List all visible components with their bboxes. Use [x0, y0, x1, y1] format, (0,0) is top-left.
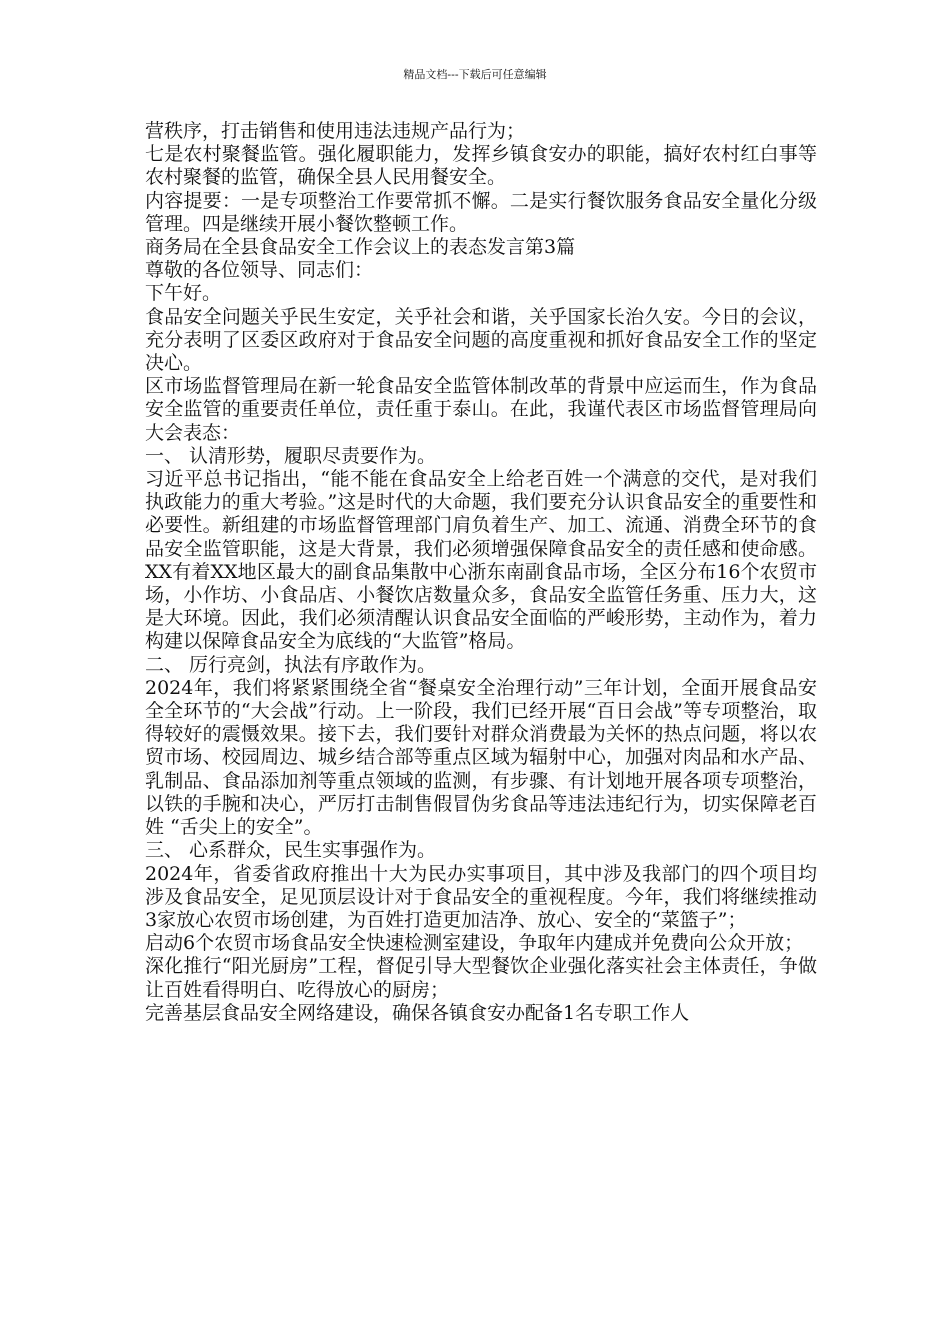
paragraph: 区市场监督管理局在新一轮食品安全监管体制改革的背景中应运而生，作为食品安全监管的重要责任单位，责任重于泰山。在此，我谨代表区市场监督管理局向大会表态： — [145, 375, 817, 444]
paragraph: 深化推行“阳光厨房”工程，督促引导大型餐饮企业强化落实社会主体责任，争做让百姓看得明白、吃得放心的厨房； — [145, 955, 817, 1001]
paragraph: 食品安全问题关乎民生安定，关乎社会和谐，关乎国家长治久安。今日的会议，充分表明了区委区政府对于食品安全问题的高度重视和抓好食品安全工作的坚定决心。 — [145, 305, 817, 375]
paragraph: 完善基层食品安全网络建设，确保各镇食安办配备1名专职工作人 — [145, 1001, 690, 1024]
heading-2: 二、 厉行亮剑，执法有序敢作为。 — [145, 653, 437, 676]
page-header: 精品文档---下载后可任意编辑 — [403, 68, 547, 81]
greeting: 下午好。 — [145, 282, 222, 305]
section-title: 商务局在全县食品安全工作会议上的表态发言第3篇 — [145, 236, 576, 259]
paragraph: 习近平总书记指出，“能不能在食品安全上给老百姓一个满意的交代，是对我们执政能力的重大考验。”这是时代的大命题，我们要充分认识食品安全的重要性和必要性。新组建的市场监督管理部门肩负着生产、加工、流通、消费全环节的食品安全监管职能，这是大背景，我们必须增强保障食品安全的责任感和使命感。XX有着XX地区最大的副食品集散中心浙东南副食品市场，全区分布16个农贸市场，小作坊、小食品店、小餐饮店数量众多，食品安全监管任务重、压力大，这是大环境。因此，我们必须清醒认识食品安全面临的严峻形势，主动作为，着力构建以保障食品安全为底线的“大监管”格局。 — [145, 468, 817, 653]
paragraph: 内容提要：一是专项整治工作要常抓不懈。二是实行餐饮服务食品安全量化分级管理。四是继续开展小餐饮整顿工作。 — [145, 189, 817, 235]
paragraph: 启动6个农贸市场食品安全快速检测室建设，争取年内建成并免费向公众开放； — [145, 932, 804, 955]
paragraph: 七是农村聚餐监管。强化履职能力，发挥乡镇食安办的职能，搞好农村红白事等农村聚餐的监管，确保全县人民用餐安全。 — [145, 143, 817, 189]
heading-1: 一、 认清形势，履职尽责要作为。 — [145, 444, 437, 467]
document-body — [145, 120, 817, 1025]
paragraph: 2024年，省委省政府推出十大为民办实事项目，其中涉及我部门的四个项目均涉及食品安全，足见顶层设计对于食品安全的重视程度。今年，我们将继续推动3家放心农贸市场创建，为百姓打造更加洁净、放心、安全的“菜篮子”； — [145, 862, 817, 931]
salutation: 尊敬的各位领导、同志们： — [145, 259, 374, 282]
heading-3: 三、 心系群众，民生实事强作为。 — [145, 839, 437, 862]
paragraph: 2024年，我们将紧紧围绕全省“餐桌安全治理行动”三年计划，全面开展食品安全全环节的“大会战”行动。上一阶段，我们已经开展“百日会战”等专项整治，取得较好的震慑效果。接下去，我们要针对群众消费最为关怀的热点问题，将以农贸市场、校园周边、城乡结合部等重点区域为辐射中心，加强对肉品和水产品、乳制品、食品添加剂等重点领域的监测，有步骤、有计划地开展各项专项整治，以铁的手腕和决心，严厉打击制售假冒伪劣食品等违法违纪行为，切实保障老百姓 “舌尖上的安全”。 — [145, 676, 817, 839]
paragraph: 营秩序，打击销售和使用违法违规产品行为； — [145, 120, 526, 142]
